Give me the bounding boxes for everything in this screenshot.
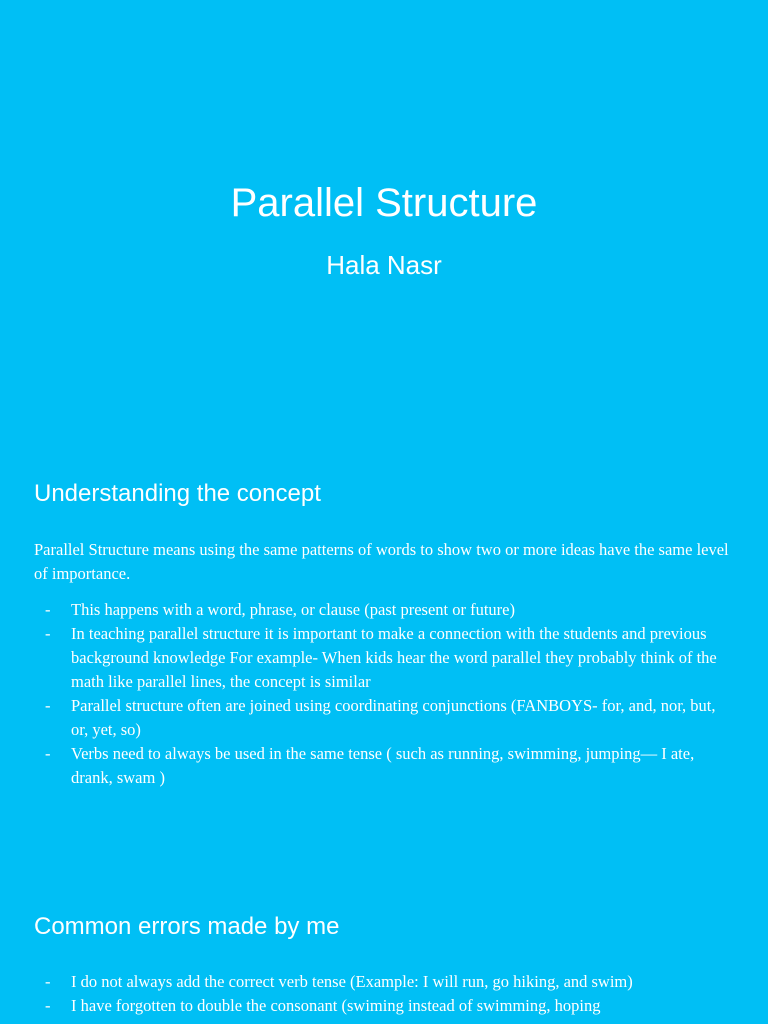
bullet-text: I have forgotten to double the consonant (swiming instead of swimming, hoping — [71, 996, 601, 1015]
title-slide — [0, 0, 768, 432]
list-item — [34, 970, 734, 994]
slide-title: Parallel Structure — [230, 181, 538, 225]
bullet-dash: - — [45, 972, 51, 991]
list-item — [34, 694, 734, 742]
errors-heading: Common errors made by me — [34, 913, 340, 940]
bullet-text: In teaching parallel structure it is important to make a connection with the students and previous background knowledge For example- When kids hear the word parallel they probably think of the math like parallel lines, the concept is similar — [71, 624, 717, 691]
bullet-dash: - — [45, 996, 51, 1015]
errors-bullet-list — [34, 970, 734, 1018]
concept-heading: Understanding the concept — [34, 480, 321, 507]
bullet-text: Verbs need to always be used in the same tense ( such as running, swimming, jumping— I ate, drank, swam ) — [71, 744, 695, 787]
bullet-dash: - — [45, 624, 51, 643]
bullet-text: Parallel structure often are joined using coordinating conjunctions (FANBOYS- for, and, nor, but, or, yet, so) — [71, 696, 716, 739]
concept-bullet-list — [34, 598, 734, 790]
bullet-dash: - — [45, 696, 51, 715]
bullet-dash: - — [45, 600, 51, 619]
bullet-dash: - — [45, 744, 51, 763]
concept-intro: Parallel Structure means using the same patterns of words to show two or more ideas have the same level of importance. — [34, 540, 729, 583]
list-item — [34, 598, 734, 622]
bullet-text: I do not always add the correct verb tense (Example: I will run, go hiking, and swim) — [71, 972, 633, 991]
list-item — [34, 742, 734, 790]
list-item — [34, 994, 734, 1018]
bullet-text: This happens with a word, phrase, or clause (past present or future) — [71, 600, 515, 619]
slide-author: Hala Nasr — [326, 250, 442, 280]
list-item — [34, 622, 734, 694]
